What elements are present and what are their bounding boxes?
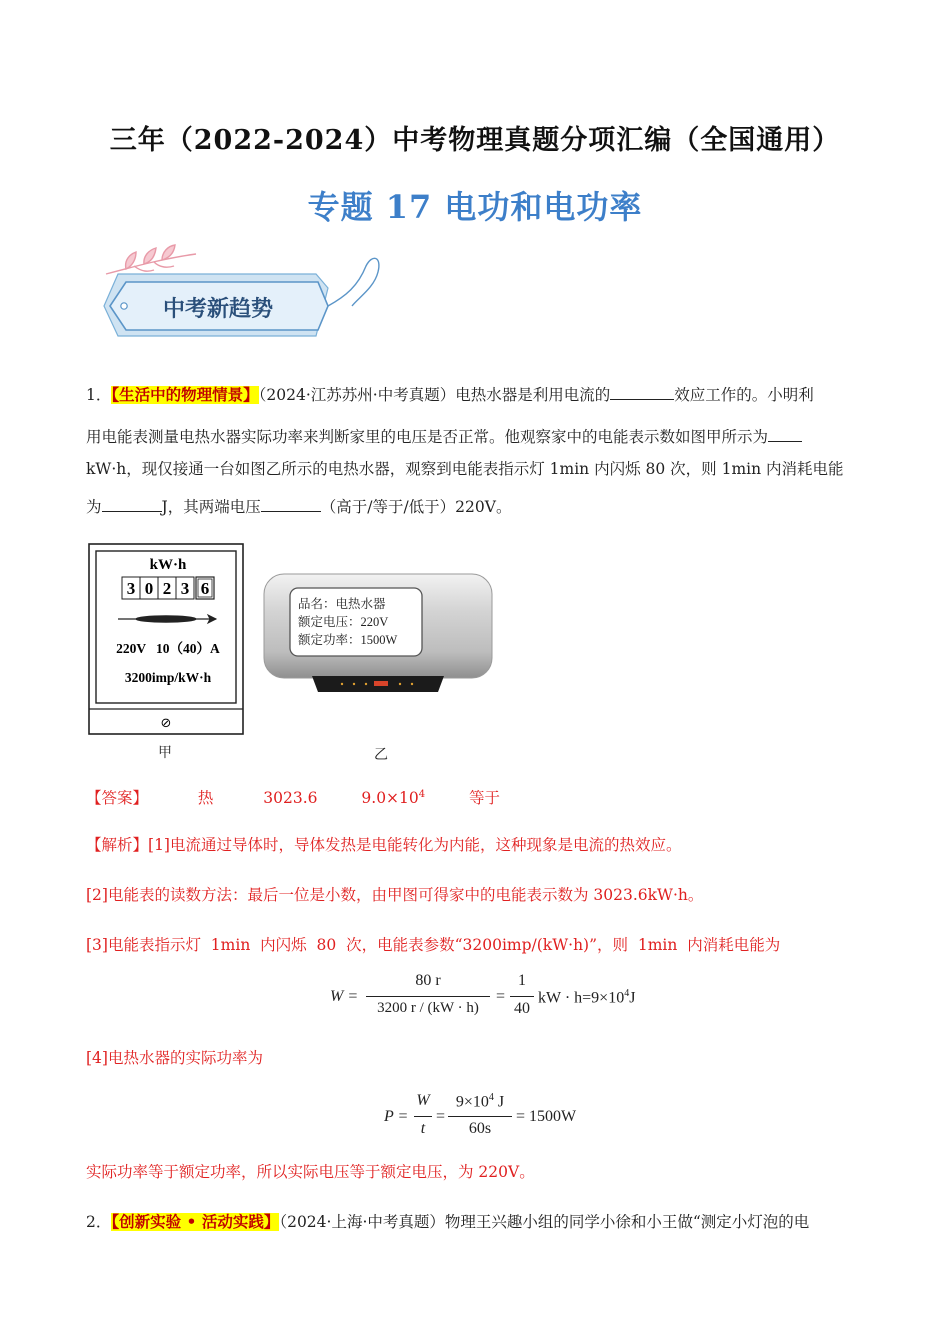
answer-3-exponent: 4: [418, 789, 426, 800]
q1-line2: [86, 421, 866, 453]
q1-text-2: 用电能表测量电热水器实际功率来判断家里的电压是否正常。他观察家中的电能表示数如图甲所示为: [86, 428, 769, 446]
analysis-label: 【解析】: [86, 836, 149, 854]
analysis-step-5: 实际功率等于额定功率，所以实际电压等于额定电压，为 220V。: [86, 1163, 535, 1181]
formula1-rhs-text: kW · h=9×10: [538, 989, 625, 1007]
formula2-num2-unit: J: [493, 1093, 505, 1111]
answer-label: 【答案】: [86, 789, 149, 808]
q2-line1: [86, 1206, 866, 1238]
formula2-exponent: 4: [488, 1092, 494, 1103]
meter-rating: 220V 10（40）A: [116, 641, 220, 656]
question-tag-2: 【创新实验 • 活动实践】: [111, 1213, 280, 1231]
meter-symbol: ⊘: [160, 716, 172, 731]
meter-digits: [122, 577, 214, 599]
meter-digit-5: 6: [200, 579, 210, 598]
energy-meter-figure: [88, 543, 244, 735]
formula-power: [384, 1092, 624, 1144]
heater-label-name: 品名：电热水器: [298, 597, 386, 611]
q1-line1: [86, 379, 866, 411]
meter-digit-2: 0: [144, 579, 154, 598]
meter-constant: 3200imp/kW·h: [124, 670, 212, 685]
answer-blank-4[interactable]: [261, 493, 321, 512]
formula2-num2-text: 9×10: [455, 1093, 489, 1111]
formula1-rhs: [538, 988, 635, 1007]
heater-label-voltage: 额定电压：220V: [298, 615, 389, 629]
formula1-denominator-2: 40: [514, 1000, 530, 1017]
question-number-2: 2．: [86, 1213, 112, 1231]
formula1-numerator: 80 r: [415, 972, 441, 989]
leaf-decoration-icon: [106, 245, 196, 274]
answer-blank-3[interactable]: [102, 493, 162, 512]
formula2-denominator: t: [420, 1120, 426, 1137]
formula1-numerator-2: 1: [518, 972, 526, 989]
answer-4: 等于: [469, 789, 501, 808]
figure-caption-yi: 乙: [374, 747, 388, 763]
answer-3: 9.0×10: [361, 789, 419, 808]
formula2-lhs: P =: [384, 1108, 409, 1125]
topic-subtitle: 专题 17 电功和电功率: [307, 188, 643, 226]
formula2-numerator: W: [416, 1092, 430, 1109]
analysis-text-1: [1]电流通过导体时，导体发热是电能转化为内能，这种现象是电流的热效应。: [148, 836, 682, 854]
analysis-step-2: [2]电能表的读数方法：最后一位是小数，由甲图可得家中的电能表示数为 3023.6kW·h。: [86, 886, 704, 904]
meter-digit-4: 3: [180, 579, 190, 598]
q1-line4: [86, 491, 866, 523]
banner-label: 中考新趋势: [162, 297, 274, 322]
answer-row: [86, 784, 866, 809]
formula2-denominator-2: 60s: [468, 1120, 492, 1137]
trend-banner: [96, 236, 396, 346]
analysis-step-1: [86, 833, 886, 855]
analysis-step-3: [3]电能表指示灯 1min 内闪烁 80 次，电能表参数“3200imp/(kW·h)”，则 1min 内消耗电能为: [86, 936, 781, 954]
q1-text-4c: （高于/等于/低于）220V。: [320, 498, 512, 516]
answer-blank-1[interactable]: [610, 381, 674, 400]
q1-text-3: kW·h，现仅接通一台如图乙所示的电热水器，观察到电能表指示灯 1min 内闪烁 80 次，则 1min 内消耗电能: [86, 460, 844, 478]
meter-digit-1: 3: [126, 579, 136, 598]
question-number: 1．: [86, 386, 112, 404]
formula1-lhs: W =: [330, 988, 359, 1005]
water-heater-figure: [262, 572, 494, 694]
meter-digit-3: 2: [162, 579, 172, 598]
formula1-equals: =: [496, 988, 506, 1005]
document-title: 三年（2022-2024）中考物理真题分项汇编（全国通用）: [109, 125, 841, 156]
heater-label-power: 额定功率：1500W: [298, 633, 398, 647]
q1-text-4b: J，其两端电压: [161, 498, 261, 516]
q2-text-1: （2024·上海·中考真题）物理王兴趣小组的同学小徐和小王做“测定小灯泡的电: [279, 1213, 810, 1231]
answer-blank-2[interactable]: [768, 423, 802, 442]
formula-energy: [330, 972, 650, 1024]
analysis-step-4: [4]电热水器的实际功率为: [86, 1049, 263, 1067]
q1-text-1b: 效应工作的。小明利: [674, 386, 814, 404]
formula1-unit: J: [629, 989, 636, 1007]
meter-unit: kW·h: [149, 557, 187, 573]
q1-text-1: （2024·江苏苏州·中考真题）电热水器是利用电流的: [258, 386, 611, 404]
formula1-denominator: 3200 r / (kW · h): [377, 1000, 479, 1016]
question-tag: 【生活中的物理情景】: [111, 386, 259, 404]
q1-line3: [86, 453, 866, 485]
formula2-rhs: = 1500W: [516, 1108, 577, 1125]
formula2-numerator-2: [448, 1092, 512, 1111]
q1-text-4a: 为: [86, 498, 102, 516]
formula2-equals: =: [436, 1108, 446, 1125]
formula1-exponent: 4: [624, 988, 630, 999]
answer-2: 3023.6: [263, 789, 318, 808]
answer-1: 热: [197, 789, 214, 808]
figure-caption-jia: 甲: [158, 745, 172, 761]
